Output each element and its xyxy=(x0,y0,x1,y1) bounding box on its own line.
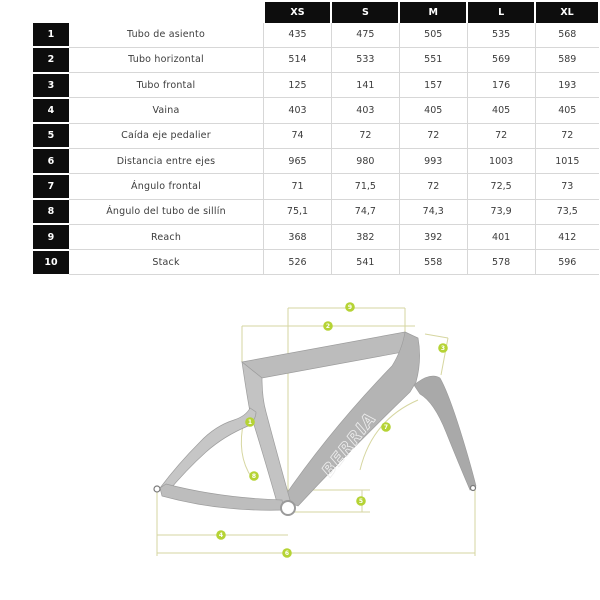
cell-value: 403 xyxy=(264,98,332,123)
cell-value: 403 xyxy=(331,98,399,123)
row-number: 9 xyxy=(33,224,69,249)
badge-6 xyxy=(282,548,292,558)
cell-value: 401 xyxy=(467,224,535,249)
cell-value: 535 xyxy=(467,23,535,47)
cell-value: 569 xyxy=(467,47,535,72)
cell-value: 568 xyxy=(535,23,599,47)
row-number: 3 xyxy=(33,73,69,98)
cell-value: 73 xyxy=(535,174,599,199)
row-label: Distancia entre ejes xyxy=(69,148,264,173)
size-header: S xyxy=(331,2,399,23)
row-number: 1 xyxy=(33,23,69,47)
cell-value: 72 xyxy=(399,174,467,199)
cell-value: 405 xyxy=(535,98,599,123)
cell-value: 382 xyxy=(331,224,399,249)
front-dropout xyxy=(471,486,476,491)
cell-value: 533 xyxy=(331,47,399,72)
cell-value: 74 xyxy=(264,123,332,148)
cell-value: 1015 xyxy=(535,148,599,173)
cell-value: 72 xyxy=(467,123,535,148)
cell-value: 73,5 xyxy=(535,199,599,224)
cell-value: 596 xyxy=(535,250,599,275)
svg-text:1: 1 xyxy=(247,419,253,427)
row-number: 2 xyxy=(33,47,69,72)
cell-value: 514 xyxy=(264,47,332,72)
cell-value: 74,3 xyxy=(399,199,467,224)
svg-text:8: 8 xyxy=(251,473,257,481)
cell-value: 526 xyxy=(264,250,332,275)
cell-value: 73,9 xyxy=(467,199,535,224)
cell-value: 551 xyxy=(399,47,467,72)
cell-value: 1003 xyxy=(467,148,535,173)
row-label: Vaina xyxy=(69,98,264,123)
cell-value: 125 xyxy=(264,73,332,98)
size-header: M xyxy=(399,2,467,23)
cell-value: 72,5 xyxy=(467,174,535,199)
fork xyxy=(414,376,476,490)
row-number: 4 xyxy=(33,98,69,123)
svg-text:9: 9 xyxy=(347,304,353,312)
cell-value: 980 xyxy=(331,148,399,173)
cell-value: 578 xyxy=(467,250,535,275)
row-label: Tubo frontal xyxy=(69,73,264,98)
cell-value: 558 xyxy=(399,250,467,275)
cell-value: 75,1 xyxy=(264,199,332,224)
cell-value: 993 xyxy=(399,148,467,173)
cell-value: 405 xyxy=(399,98,467,123)
size-header: XS xyxy=(264,2,332,23)
dimension-line xyxy=(425,334,448,338)
badge-4 xyxy=(216,530,226,540)
row-label: Caída eje pedalier xyxy=(69,123,264,148)
svg-text:5: 5 xyxy=(358,498,364,506)
cell-value: 965 xyxy=(264,148,332,173)
chain-stay xyxy=(160,484,284,510)
cell-value: 72 xyxy=(535,123,599,148)
badge-1 xyxy=(245,417,255,427)
svg-text:3: 3 xyxy=(440,345,446,353)
cell-value: 505 xyxy=(399,23,467,47)
bottom-bracket xyxy=(281,501,295,515)
svg-text:6: 6 xyxy=(284,550,290,558)
badge-3 xyxy=(438,343,448,353)
badge-5 xyxy=(356,496,366,506)
cell-value: 71 xyxy=(264,174,332,199)
cell-value: 74,7 xyxy=(331,199,399,224)
row-number: 8 xyxy=(33,199,69,224)
badge-9 xyxy=(345,302,355,312)
cell-value: 71,5 xyxy=(331,174,399,199)
size-header: XL xyxy=(535,2,599,23)
cell-value: 176 xyxy=(467,73,535,98)
badge-7 xyxy=(381,422,391,432)
row-number: 10 xyxy=(33,250,69,275)
cell-value: 72 xyxy=(331,123,399,148)
row-number: 7 xyxy=(33,174,69,199)
size-header: L xyxy=(467,2,535,23)
row-label: Reach xyxy=(69,224,264,249)
bike-frame xyxy=(154,332,476,515)
cell-value: 157 xyxy=(399,73,467,98)
row-number: 6 xyxy=(33,148,69,173)
badge-8 xyxy=(249,471,259,481)
cell-value: 405 xyxy=(467,98,535,123)
svg-text:2: 2 xyxy=(325,323,331,331)
cell-value: 412 xyxy=(535,224,599,249)
seat-tube xyxy=(242,362,290,506)
badge-2 xyxy=(323,321,333,331)
row-label: Tubo de asiento xyxy=(69,23,264,47)
svg-text:4: 4 xyxy=(218,532,224,540)
cell-value: 72 xyxy=(399,123,467,148)
row-number: 5 xyxy=(33,123,69,148)
row-label: Ángulo frontal xyxy=(69,174,264,199)
dimension-lines xyxy=(157,308,475,556)
cell-value: 475 xyxy=(331,23,399,47)
angle-arc xyxy=(241,420,252,478)
cell-value: 541 xyxy=(331,250,399,275)
frame-logo: BERRIA xyxy=(318,408,381,482)
cell-value: 589 xyxy=(535,47,599,72)
row-label: Tubo horizontal xyxy=(69,47,264,72)
cell-value: 435 xyxy=(264,23,332,47)
cell-value: 193 xyxy=(535,73,599,98)
svg-text:7: 7 xyxy=(383,424,389,432)
cell-value: 392 xyxy=(399,224,467,249)
rear-dropout xyxy=(154,486,160,492)
row-label: Stack xyxy=(69,250,264,275)
cell-value: 368 xyxy=(264,224,332,249)
row-label: Ángulo del tubo de sillín xyxy=(69,199,264,224)
cell-value: 141 xyxy=(331,73,399,98)
